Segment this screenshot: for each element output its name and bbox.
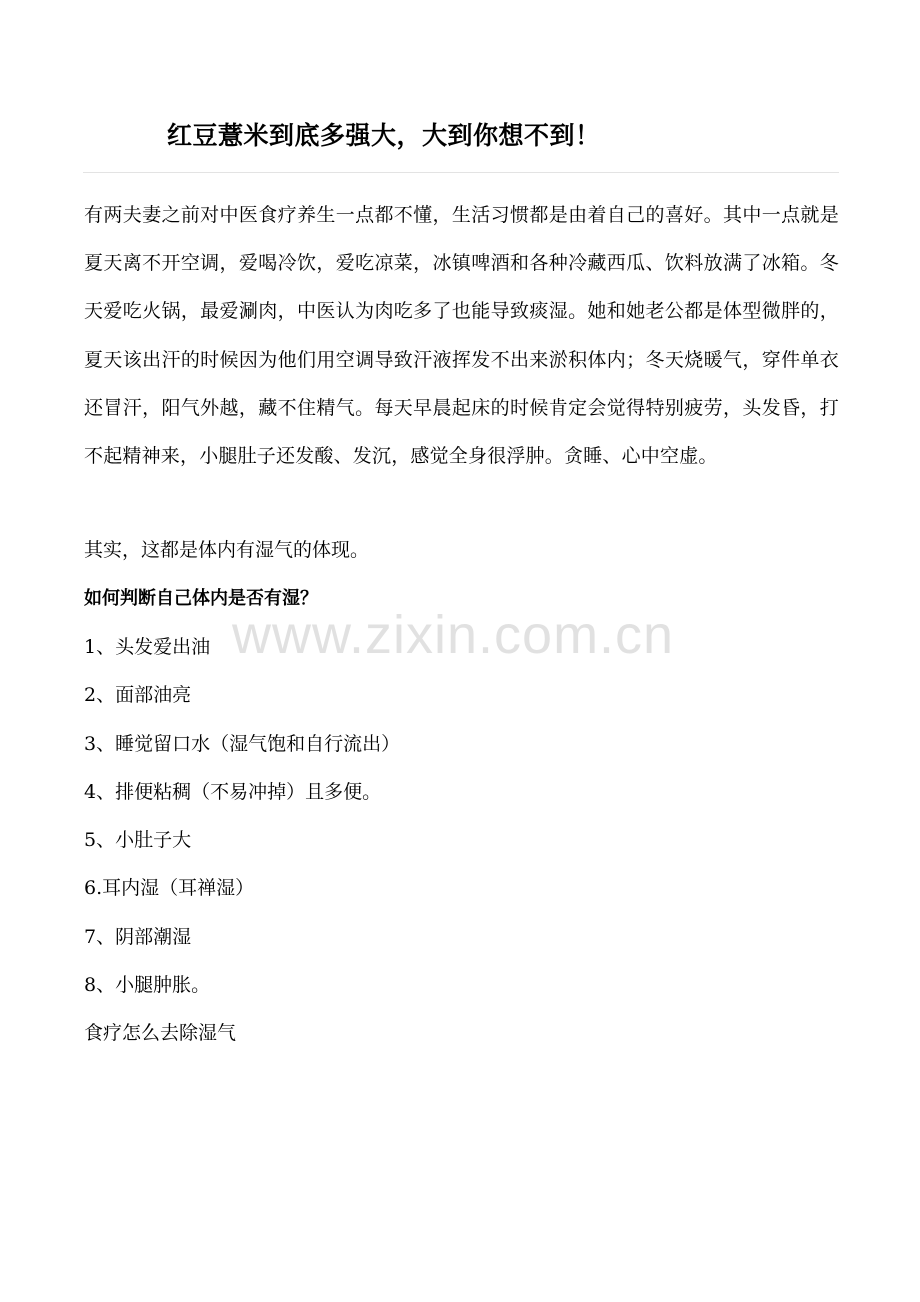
symptom-item: 4、排便粘稠（不易冲掉）且多便。 — [84, 781, 382, 803]
symptom-item: 6.耳内湿（耳禅湿） — [84, 877, 255, 899]
intro-paragraph: 有两夫妻之前对中医食疗养生一点都不懂，生活习惯都是由着自己的喜好。其中一点就是夏天离不开空调，爱喝冷饮，爱吃凉菜，冰镇啤酒和各种冷藏西瓜、饮料放满了冰箱。冬天爱吃火锅，最爱涮肉，中医认为肉吃多了也能导致痰湿。她和她老公都是体型微胖的，夏天该出汗的时候因为他们用空调导致汗液挥发不出来淤积体内；冬天烧暖气，穿件单衣还冒汗，阳气外越，藏不住精气。每天早晨起床的时候肯定会觉得特别疲劳，头发昏，打不起精神来，小腿肚子还发酸、发沉，感觉全身很浮肿。贪睡、心中空虚。 — [84, 204, 839, 468]
summary-line: 其实，这都是体内有湿气的体现。 — [84, 539, 370, 561]
watermark: www.zixin.com.cn — [232, 605, 675, 665]
question-heading: 如何判断自己体内是否有湿？ — [84, 588, 318, 609]
symptom-item: 2、面部油亮 — [84, 684, 192, 706]
symptom-item: 7、阴部潮湿 — [84, 926, 192, 948]
diet-heading: 食疗怎么去除湿气 — [84, 1022, 237, 1044]
symptom-item: 1、头发爱出油 — [84, 636, 211, 658]
symptom-item: 8、小腿肿胀。 — [84, 974, 211, 996]
title-divider — [83, 172, 839, 173]
symptom-item: 3、睡觉留口水（湿气饱和自行流出） — [84, 733, 401, 755]
symptom-item: 5、小肚子大 — [84, 829, 192, 851]
document-title: 红豆薏米到底多强大，大到你想不到！ — [167, 121, 601, 150]
